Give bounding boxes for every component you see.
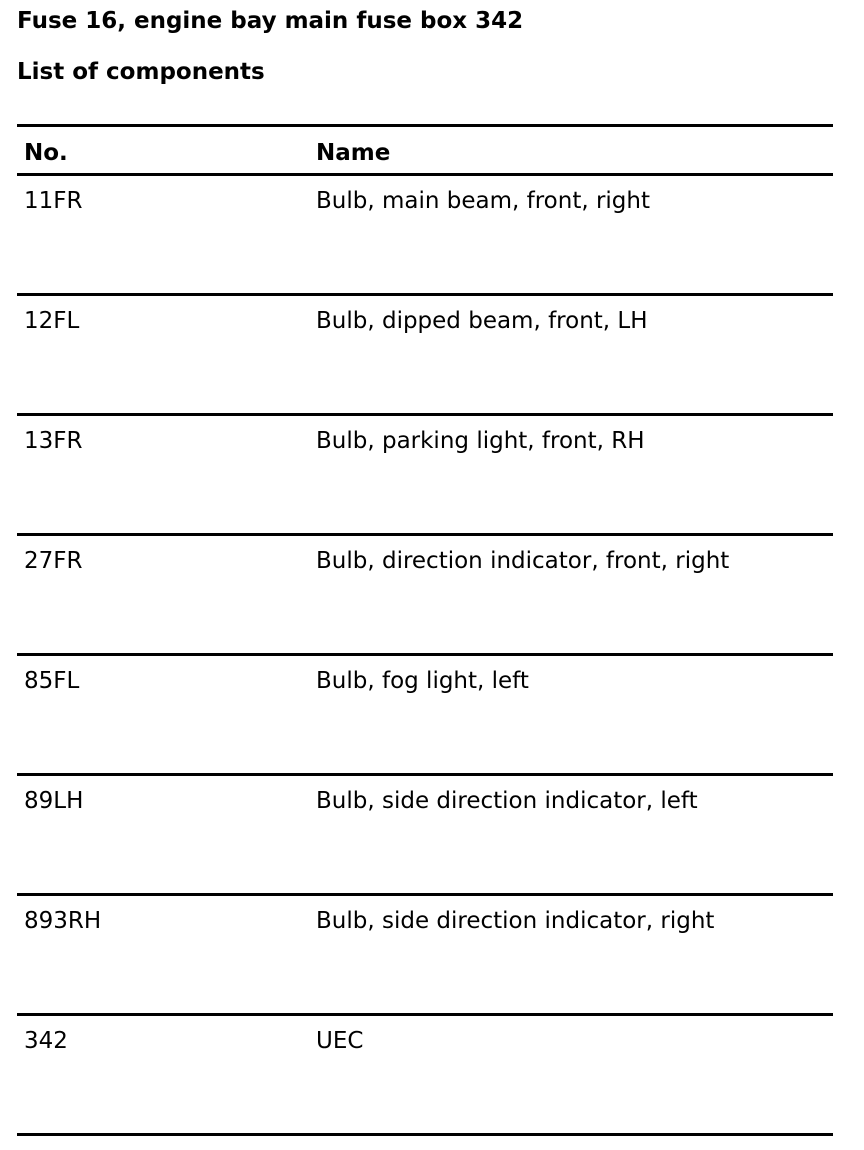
component-number: 342 [24, 1028, 68, 1054]
component-name: Bulb, direction indicator, front, right [316, 548, 730, 574]
table-row [17, 296, 833, 416]
column-header-name: Name [316, 140, 391, 166]
component-name: Bulb, main beam, front, right [316, 188, 650, 214]
table-row [17, 776, 833, 896]
component-number: 893RH [24, 908, 102, 934]
table-row [17, 896, 833, 1016]
component-name: Bulb, side direction indicator, left [316, 788, 698, 814]
component-number: 13FR [24, 428, 83, 454]
component-name: Bulb, fog light, left [316, 668, 529, 694]
component-number: 12FL [24, 308, 80, 334]
component-number: 27FR [24, 548, 83, 574]
table-row [17, 416, 833, 536]
document-subtitle: List of components [17, 59, 265, 85]
document-title: Fuse 16, engine bay main fuse box 342 [17, 8, 524, 34]
column-header-no: No. [24, 140, 68, 166]
component-number: 85FL [24, 668, 80, 694]
table-row [17, 536, 833, 656]
table-row [17, 176, 833, 296]
component-name: Bulb, dipped beam, front, LH [316, 308, 648, 334]
component-name: UEC [316, 1028, 364, 1054]
table-header [17, 124, 833, 176]
table-row [17, 656, 833, 776]
component-name: Bulb, parking light, front, RH [316, 428, 645, 454]
components-table [17, 124, 833, 1136]
table-row [17, 1016, 833, 1136]
component-name: Bulb, side direction indicator, right [316, 908, 715, 934]
component-number: 89LH [24, 788, 84, 814]
component-number: 11FR [24, 188, 83, 214]
